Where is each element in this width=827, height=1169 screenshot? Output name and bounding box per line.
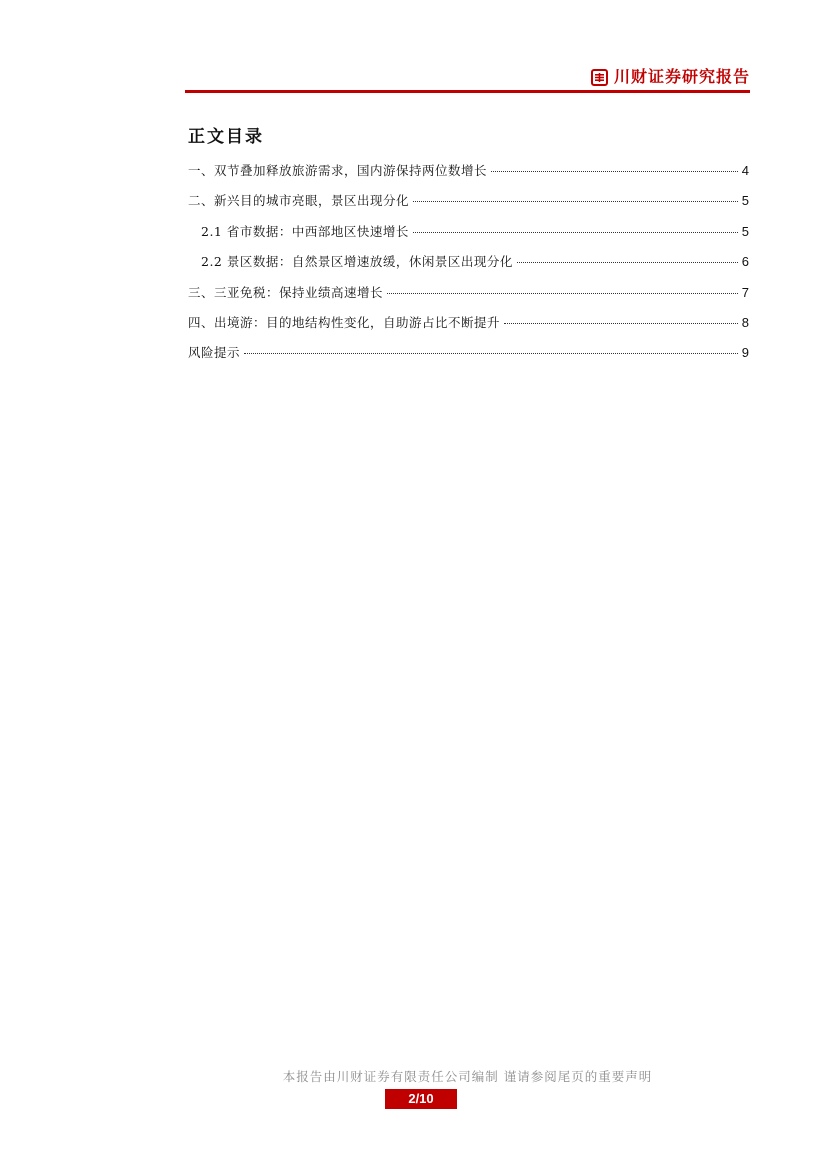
toc-entry-label: 一、双节叠加释放旅游需求，国内游保持两位数增长 <box>188 163 488 178</box>
toc-entry-label: 二、新兴目的城市亮眼，景区出现分化 <box>188 193 410 209</box>
toc-entry[interactable] <box>188 221 749 251</box>
toc-entry-page: 6 <box>741 254 749 270</box>
toc-entry-page: 5 <box>741 223 749 239</box>
toc-entry-label: 四、出境游：目的地结构性变化，自助游占比不断提升 <box>188 314 501 330</box>
toc-leader-dots <box>413 201 738 202</box>
table-of-contents <box>188 160 749 373</box>
toc-leader-dots <box>504 323 738 324</box>
footer-disclaimer: 本报告由川财证券有限责任公司编制 谨请参阅尾页的重要声明 <box>282 1069 653 1084</box>
toc-entry-label: 2.2 景区数据：自然景区增速放缓，休闲景区出现分化 <box>201 254 513 270</box>
toc-entry[interactable] <box>188 312 749 342</box>
toc-entry-page: 8 <box>741 314 749 330</box>
brand <box>591 67 750 87</box>
toc-leader-dots <box>244 353 738 354</box>
toc-title: 正文目录 <box>188 127 264 147</box>
page-header <box>185 62 750 94</box>
toc-leader-dots <box>413 232 738 233</box>
toc-entry-page: 4 <box>741 163 749 178</box>
toc-entry[interactable] <box>188 251 749 281</box>
toc-entry[interactable] <box>188 282 749 312</box>
toc-entry-page: 5 <box>741 193 749 209</box>
toc-leader-dots <box>517 262 738 263</box>
chuancai-logo-icon <box>591 69 608 86</box>
toc-entry-label: 2.1 省市数据：中西部地区快速增长 <box>201 223 409 239</box>
toc-leader-dots <box>387 293 738 294</box>
toc-entry-label: 风险提示 <box>188 345 241 361</box>
toc-entry[interactable] <box>188 342 749 372</box>
header-divider <box>185 90 750 93</box>
toc-entry[interactable] <box>188 160 749 190</box>
toc-entry-page: 9 <box>741 345 749 361</box>
toc-entry-page: 7 <box>741 284 749 300</box>
toc-leader-dots <box>491 171 738 172</box>
brand-name: 川财证券研究报告 <box>613 67 750 86</box>
toc-entry-label: 三、三亚免税：保持业绩高速增长 <box>188 284 384 300</box>
toc-entry[interactable] <box>188 190 749 220</box>
page-number-badge: 2/10 <box>385 1089 457 1109</box>
